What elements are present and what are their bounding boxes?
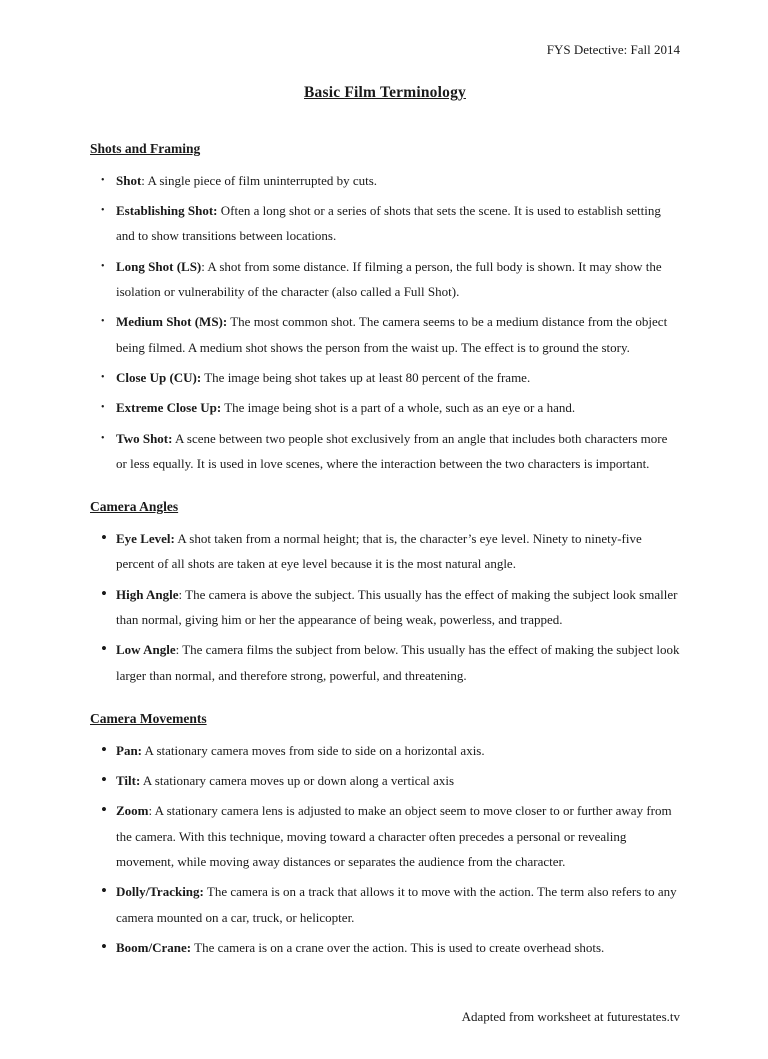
- definition-text: [116, 198, 680, 249]
- definition-body: The camera is on a track that allows it to move with the action. The term also refers to any camera mounted on a car, truck, or helicopter.: [116, 884, 677, 925]
- definition-body: The camera is on a crane over the action. This is used to create overhead shots.: [191, 940, 605, 956]
- definition-body: A stationary camera moves from side to side on a horizontal axis.: [142, 742, 485, 758]
- definition-text: [116, 254, 680, 305]
- definition-text: [116, 768, 680, 793]
- definition-body: : A shot from some distance. If filming a person, the full body is shown. It may show the isolation or vulnerability of the character (also called a Full Shot).: [116, 258, 662, 300]
- section-heading: Camera Angles: [90, 499, 179, 515]
- section-heading: Camera Movements: [90, 711, 207, 727]
- section-camera-angles: [90, 494, 680, 688]
- definition-text: [116, 309, 680, 360]
- page-title: Basic Film Terminology: [304, 84, 466, 101]
- definition-text: [116, 582, 680, 633]
- definition-text: [116, 526, 680, 577]
- definition-text: [116, 168, 680, 193]
- term-label: Pan:: [116, 742, 142, 758]
- bullet-marker: •: [101, 639, 107, 659]
- term-definition-item: [90, 395, 680, 420]
- bullet-marker: •: [101, 260, 105, 272]
- bullet-marker: •: [101, 881, 107, 901]
- term-definition-item: [90, 254, 680, 305]
- bullet-marker: •: [101, 402, 105, 414]
- bullet-marker: •: [101, 937, 107, 957]
- bullet-marker: •: [101, 174, 105, 186]
- sections-container: [90, 136, 680, 979]
- definition-body: : The camera films the subject from below. This usually has the effect of making the subject look larger than normal, and therefore strong, powerful, and threatening.: [116, 642, 680, 683]
- term-label: Tilt:: [116, 773, 141, 789]
- bullet-marker: •: [101, 432, 105, 444]
- term-definition-item: [90, 879, 680, 930]
- bullet-marker: •: [101, 372, 105, 384]
- definition-body: A scene between two people shot exclusively from an angle that includes both characters more or less equally. It is used in love scenes, where the interaction between the two characters is important.: [116, 430, 668, 472]
- definition-text: [116, 395, 680, 420]
- definition-body: The image being shot is a part of a whole, such as an eye or a hand.: [221, 400, 576, 416]
- term-definition-item: [90, 198, 680, 249]
- definition-body: : A stationary camera lens is adjusted to make an object seem to move closer to or further away from the camera. With this technique, moving toward a character often precedes a personal or revealing movement, while moving away distances or separates the audience from the character.: [116, 803, 672, 870]
- term-label: Long Shot (LS): [116, 258, 202, 274]
- term-label: Establishing Shot:: [116, 202, 218, 218]
- term-definition-item: [90, 526, 680, 577]
- definition-body: The most common shot. The camera seems to be a medium distance from the object being filmed. A medium shot shows the person from the waist up. The effect is to ground the story.: [116, 314, 668, 355]
- definition-body: A shot taken from a normal height; that is, the character’s eye level. Ninety to ninety-five percent of all shots are taken at eye level because it is the most natural angle.: [116, 531, 642, 572]
- bullet-marker: •: [101, 800, 107, 820]
- definition-body: : A single piece of film uninterrupted by cuts.: [141, 172, 378, 188]
- term-label: Low Angle: [116, 642, 176, 658]
- term-definition-item: [90, 365, 680, 390]
- bullet-marker: •: [101, 583, 107, 603]
- definition-body: : The camera is above the subject. This usually has the effect of making the subject look smaller than normal, giving him or her the appearance of being weak, powerless, and trapped.: [116, 586, 678, 628]
- header-course-label: FYS Detective: Fall 2014: [546, 42, 680, 57]
- section-heading: Shots and Framing: [90, 141, 201, 156]
- footer-attribution: Adapted from worksheet at futurestates.tv: [461, 1008, 680, 1024]
- term-definition-item: [90, 768, 680, 793]
- term-label: High Angle: [116, 586, 179, 602]
- definition-body: A stationary camera moves up or down along a vertical axis: [140, 773, 455, 789]
- definition-body: Often a long shot or a series of shots that sets the scene. It is used to establish setting and to show transitions between locations.: [116, 202, 661, 244]
- term-label: Two Shot:: [116, 430, 173, 446]
- term-label: Eye Level:: [116, 531, 175, 547]
- definition-text: [116, 365, 680, 390]
- term-definition-item: [90, 582, 680, 633]
- term-label: Close Up (CU):: [116, 370, 202, 386]
- term-definition-item: [90, 935, 680, 960]
- bullet-marker: •: [101, 204, 105, 216]
- bullet-marker: •: [101, 528, 107, 548]
- term-label: Zoom: [116, 803, 149, 819]
- definition-text: [116, 738, 680, 763]
- definition-text: [116, 426, 680, 477]
- definition-text: [116, 798, 680, 874]
- bullet-marker: •: [101, 770, 107, 790]
- bullet-marker: •: [101, 739, 107, 759]
- term-label: Shot: [116, 172, 142, 188]
- term-label: Boom/Crane:: [116, 940, 192, 956]
- term-definition-item: [90, 738, 680, 763]
- term-definition-item: [90, 309, 680, 360]
- section-camera-movements: [90, 706, 680, 960]
- term-label: Dolly/Tracking:: [116, 884, 204, 900]
- definition-text: [116, 879, 680, 930]
- definition-text: [116, 935, 680, 960]
- term-definition-item: [90, 426, 680, 477]
- definition-body: The image being shot takes up at least 80 percent of the frame.: [201, 370, 531, 386]
- section-shots-and-framing: [90, 136, 680, 476]
- term-definition-item: [90, 168, 680, 193]
- term-definition-item: [90, 798, 680, 874]
- term-label: Medium Shot (MS):: [116, 314, 228, 330]
- definition-text: [116, 637, 680, 688]
- term-definition-item: [90, 637, 680, 688]
- term-label: Extreme Close Up:: [116, 400, 222, 416]
- bullet-marker: •: [101, 316, 105, 328]
